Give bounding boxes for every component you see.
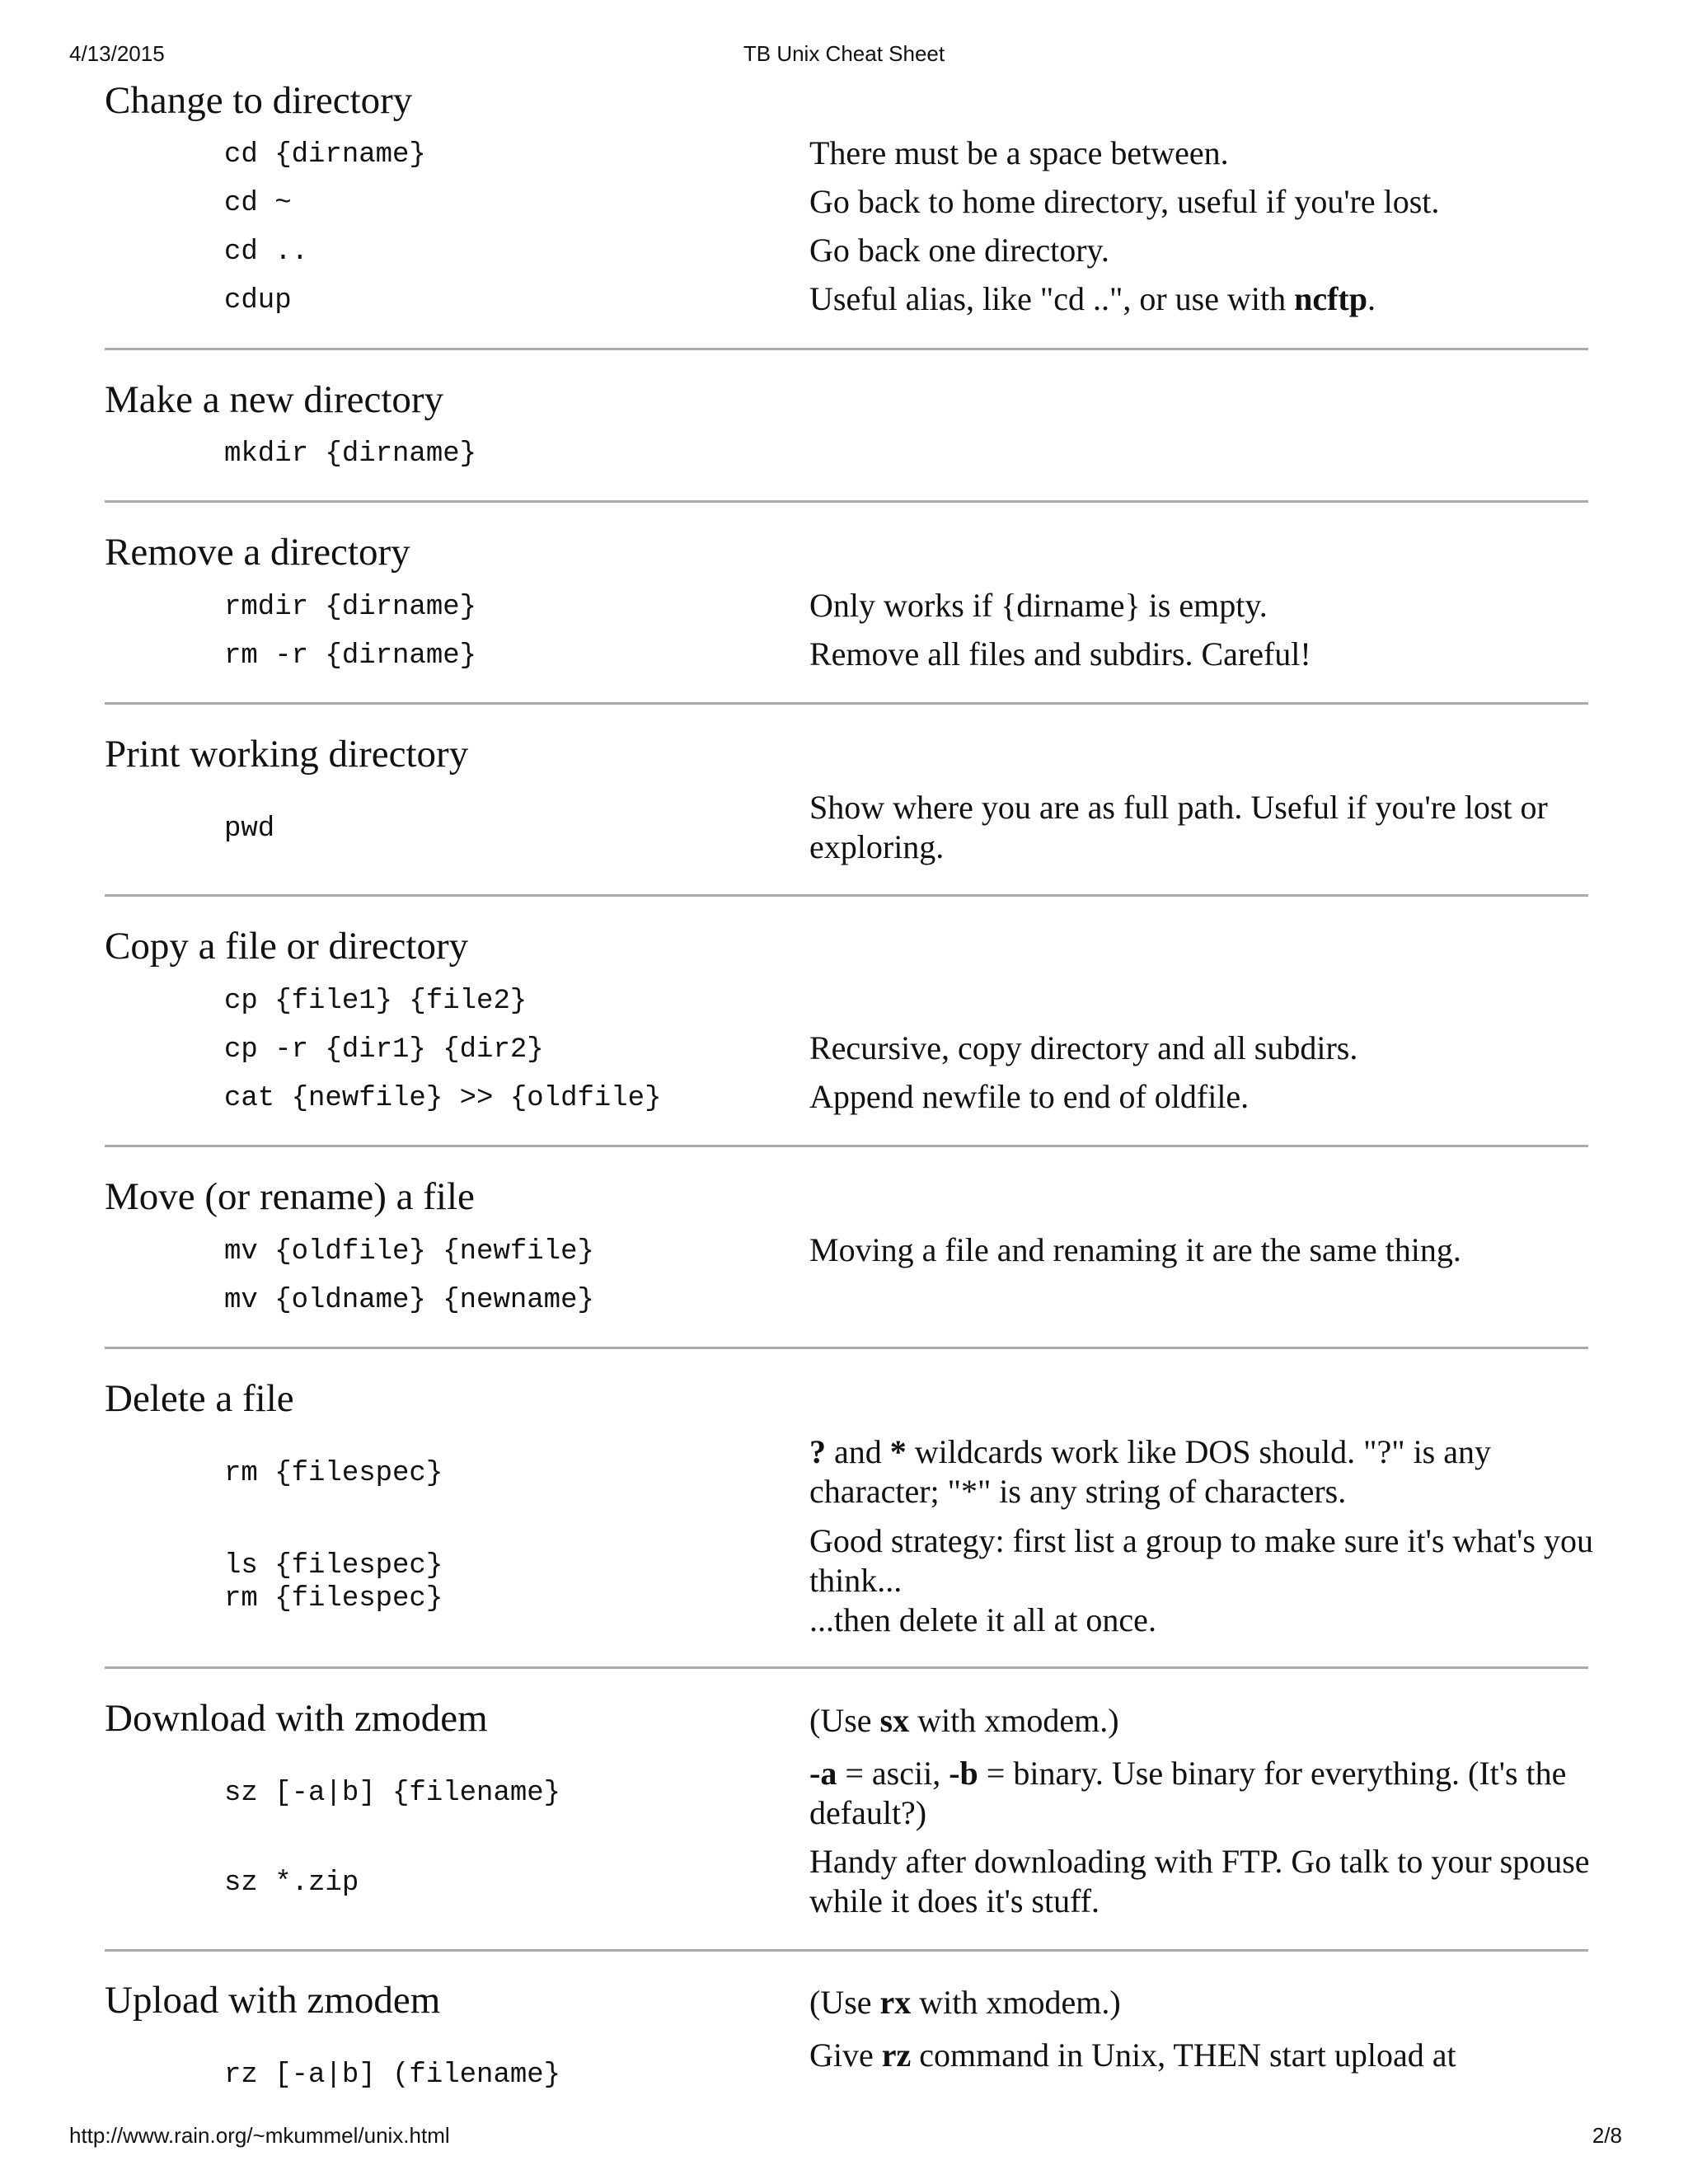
description-rmdir: Only works if {dirname} is empty. [809,587,1268,624]
command-cp: cp {file1} {file2} [224,986,528,1017]
section-divider [105,500,1588,503]
description-pwd: Show where you are as full path. Useful if you're lost or exploring. [809,789,1548,865]
command-cd-home: cd ~ [224,188,292,219]
description-sz: -a = ascii, -b = binary. Use binary for everything. (It's the default?) [809,1755,1567,1831]
command-rm-filespec: rm {filespec} [224,1458,443,1489]
section-divider [105,1347,1588,1349]
section-title-copy: Copy a file or directory [105,925,469,968]
command-rm-filespec-2: rm {filespec} [224,1583,443,1615]
description-cp-r: Recursive, copy directory and all subdirs. [809,1029,1358,1066]
section-divider [105,348,1588,350]
command-cdup: cdup [224,285,292,316]
command-sz: sz [-a|b] {filename} [224,1778,561,1809]
section-title-print-working-directory: Print working directory [105,733,469,776]
section-title-change-directory: Change to directory [105,79,413,122]
page-number: 2/8 [1592,2123,1622,2148]
note-rx-xmodem: (Use rx with xmodem.) [809,1984,1121,2021]
page-title: TB Unix Cheat Sheet [743,41,945,66]
command-rm-r: rm -r {dirname} [224,640,477,672]
command-pwd: pwd [224,813,275,845]
description-mv: Moving a file and renaming it are the same thing. [809,1231,1461,1268]
description-cd-up: Go back one directory. [809,232,1109,269]
section-title-move: Move (or rename) a file [105,1175,475,1218]
section-title-upload: Upload with zmodem [105,1979,441,2022]
description-cd: There must be a space between. [809,134,1229,171]
description-sz-zip: Handy after downloading with FTP. Go talk to your spouse while it does it's stuff. [809,1843,1590,1919]
section-divider [105,1949,1588,1952]
description-cd-home: Go back to home directory, useful if you're lost. [809,183,1440,220]
command-cd-up: cd .. [224,237,309,268]
section-divider [105,1145,1588,1147]
description-rm-r: Remove all files and subdirs. Careful! [809,635,1311,673]
command-ls-filespec: ls {filespec} [224,1550,443,1582]
section-title-delete: Delete a file [105,1377,294,1420]
note-sx-xmodem: (Use sx with xmodem.) [809,1702,1119,1739]
section-title-download: Download with zmodem [105,1697,488,1740]
description-cdup: Useful alias, like "cd ..", or use with ncftp. [809,280,1376,317]
command-rz: rz [-a|b] (filename} [224,2060,561,2091]
command-mv-file: mv {oldfile} {newfile} [224,1236,594,1268]
command-rmdir: rmdir {dirname} [224,592,477,623]
description-wildcards: ? and * wildcards work like DOS should. "?" is any character; "*" is any string of characters. [809,1433,1492,1510]
print-date: 4/13/2015 [69,41,165,66]
section-title-make-directory: Make a new directory [105,378,444,421]
section-title-remove-directory: Remove a directory [105,531,410,574]
command-mv-name: mv {oldname} {newname} [224,1285,594,1316]
description-rz: Give rz command in Unix, THEN start upload at [809,2036,1456,2074]
command-cp-r: cp -r {dir1} {dir2} [224,1034,544,1066]
description-strategy: Good strategy: first list a group to make sure it's what's you think... ...then delete it all at once. [809,1522,1593,1638]
description-cat-append: Append newfile to end of oldfile. [809,1078,1250,1115]
command-cd: cd {dirname} [224,139,426,171]
section-divider [105,702,1588,705]
command-cat-append: cat {newfile} >> {oldfile} [224,1083,662,1114]
section-divider [105,894,1588,897]
command-mkdir: mkdir {dirname} [224,438,477,470]
source-url: http://www.rain.org/~mkummel/unix.html [69,2123,450,2148]
command-sz-zip: sz *.zip [224,1868,359,1899]
section-divider [105,1666,1588,1669]
